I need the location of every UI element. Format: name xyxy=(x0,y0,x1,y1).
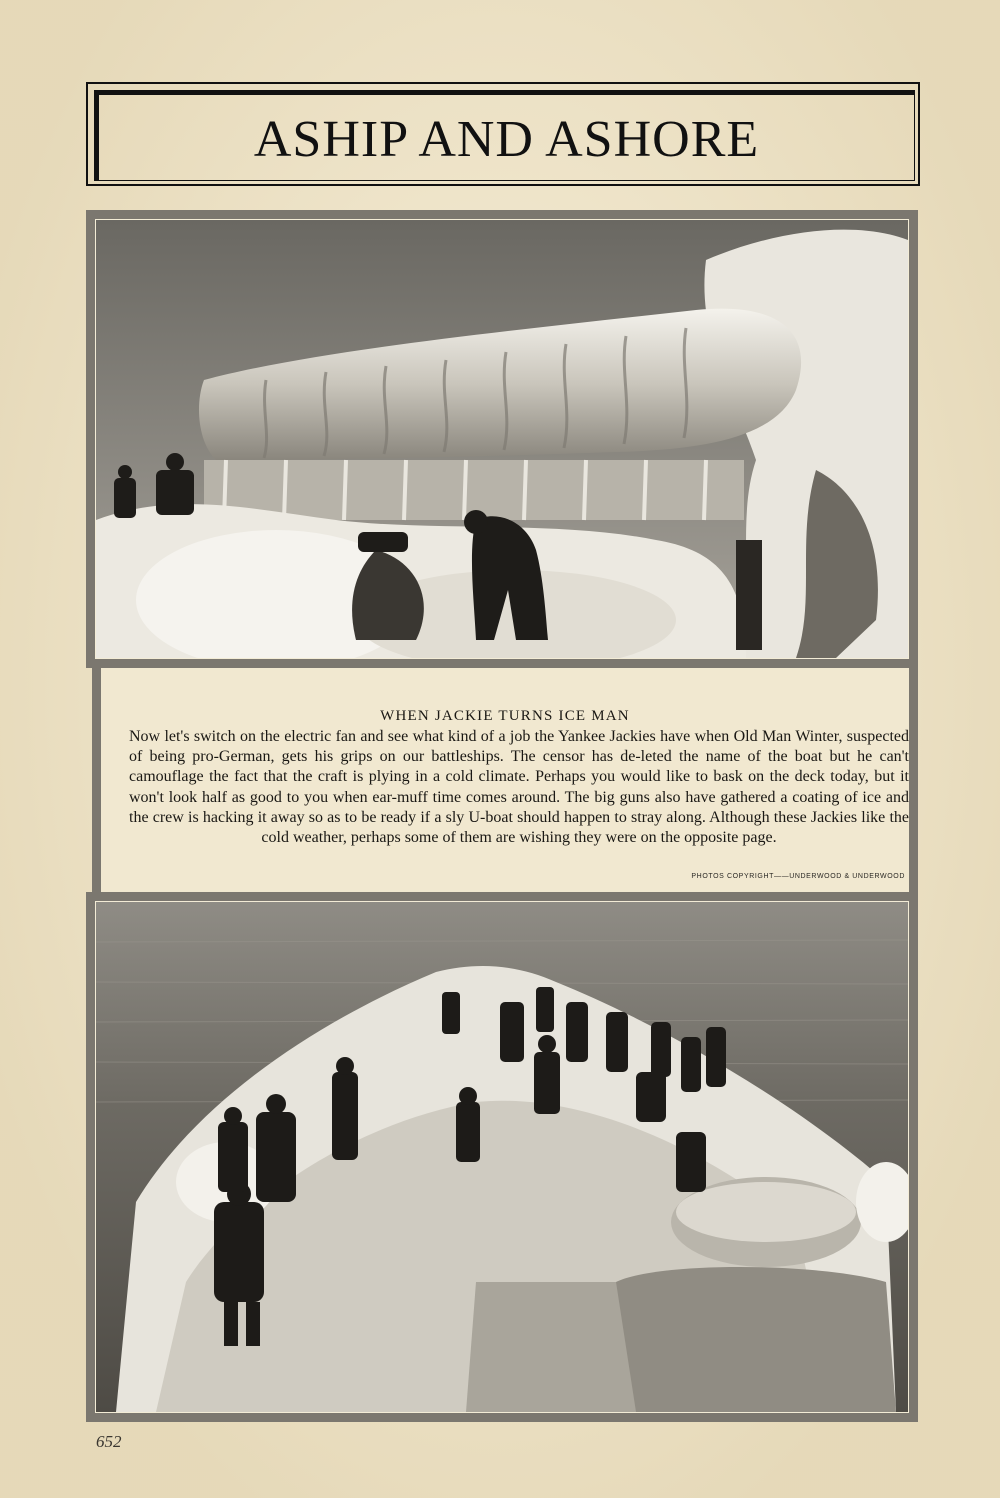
caption-body: Now let's switch on the electric fan and see what kind of a job the Yankee Jackies have when Old Man Winter, suspected of being pro-German, gets his grips on our battleships. The censor has de-leted the name of the boat but he can't camouflage the fact that the craft is plying in a cold climate. Perhaps you would like to bask on the deck today, but it won't look half as good to you when ear-muff time comes around. The big guns also have gathered a coating of ice and the crew is hacking it away so as to be ready if a sly U-boat should happen to stray along. Although these Jackies like the cold weather, perhaps some of them are wishing they were on the opposite page. xyxy=(129,728,909,847)
bottom-photo-image xyxy=(96,902,908,1412)
bottom-photo xyxy=(95,901,909,1413)
page-number: 652 xyxy=(96,1432,122,1451)
page-title: ASHIP AND ASHORE xyxy=(253,110,760,168)
top-photo-frame xyxy=(86,210,918,668)
top-photo-image xyxy=(96,220,908,658)
photo-credit: PHOTOS COPYRIGHT——UNDERWOOD & UNDERWOOD xyxy=(691,873,905,880)
bottom-photo-frame xyxy=(86,892,918,1422)
caption-heading: WHEN JACKIE TURNS ICE MAN xyxy=(380,708,630,724)
title-border xyxy=(94,90,915,181)
top-photo xyxy=(95,219,909,659)
caption-panel xyxy=(92,668,918,892)
title-box xyxy=(86,82,920,186)
